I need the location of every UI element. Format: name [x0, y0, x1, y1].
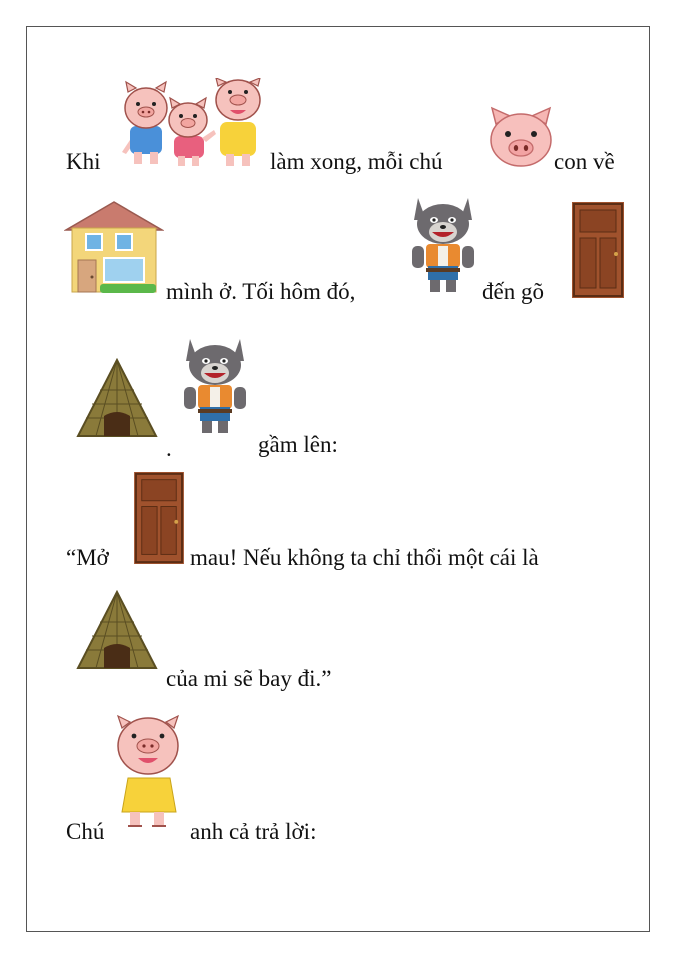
- text-con-ve: con về: [554, 149, 615, 174]
- straw-hut-icon: [76, 358, 158, 440]
- text-lam-xong: làm xong, mỗi chú: [270, 149, 443, 174]
- text-den-go: đến gõ: [482, 279, 544, 304]
- wolf-icon-2: [176, 322, 254, 448]
- door-icon: [572, 202, 624, 298]
- text-dot: .: [166, 436, 172, 461]
- straw-hut-icon-2: [76, 590, 158, 672]
- three-pigs-icon: [118, 78, 266, 168]
- house-icon: [64, 200, 164, 298]
- text-cua-mi: của mi sẽ bay đi.”: [166, 666, 332, 691]
- text-gam-len: gầm lên:: [258, 432, 338, 457]
- wolf-icon: [404, 190, 482, 298]
- door-icon-2: [134, 472, 184, 564]
- text-anh-ca: anh cả trả lời:: [190, 819, 317, 844]
- text-mo: “Mở: [66, 545, 109, 570]
- pig-face-icon: [488, 106, 554, 168]
- text-mau: mau! Nếu không ta chỉ thổi một cái là: [190, 545, 539, 570]
- pig-icon: [114, 712, 184, 832]
- text-chu: Chú: [66, 819, 105, 844]
- text-khi: Khi: [66, 149, 101, 174]
- text-minh-o: mình ở. Tối hôm đó,: [166, 279, 356, 304]
